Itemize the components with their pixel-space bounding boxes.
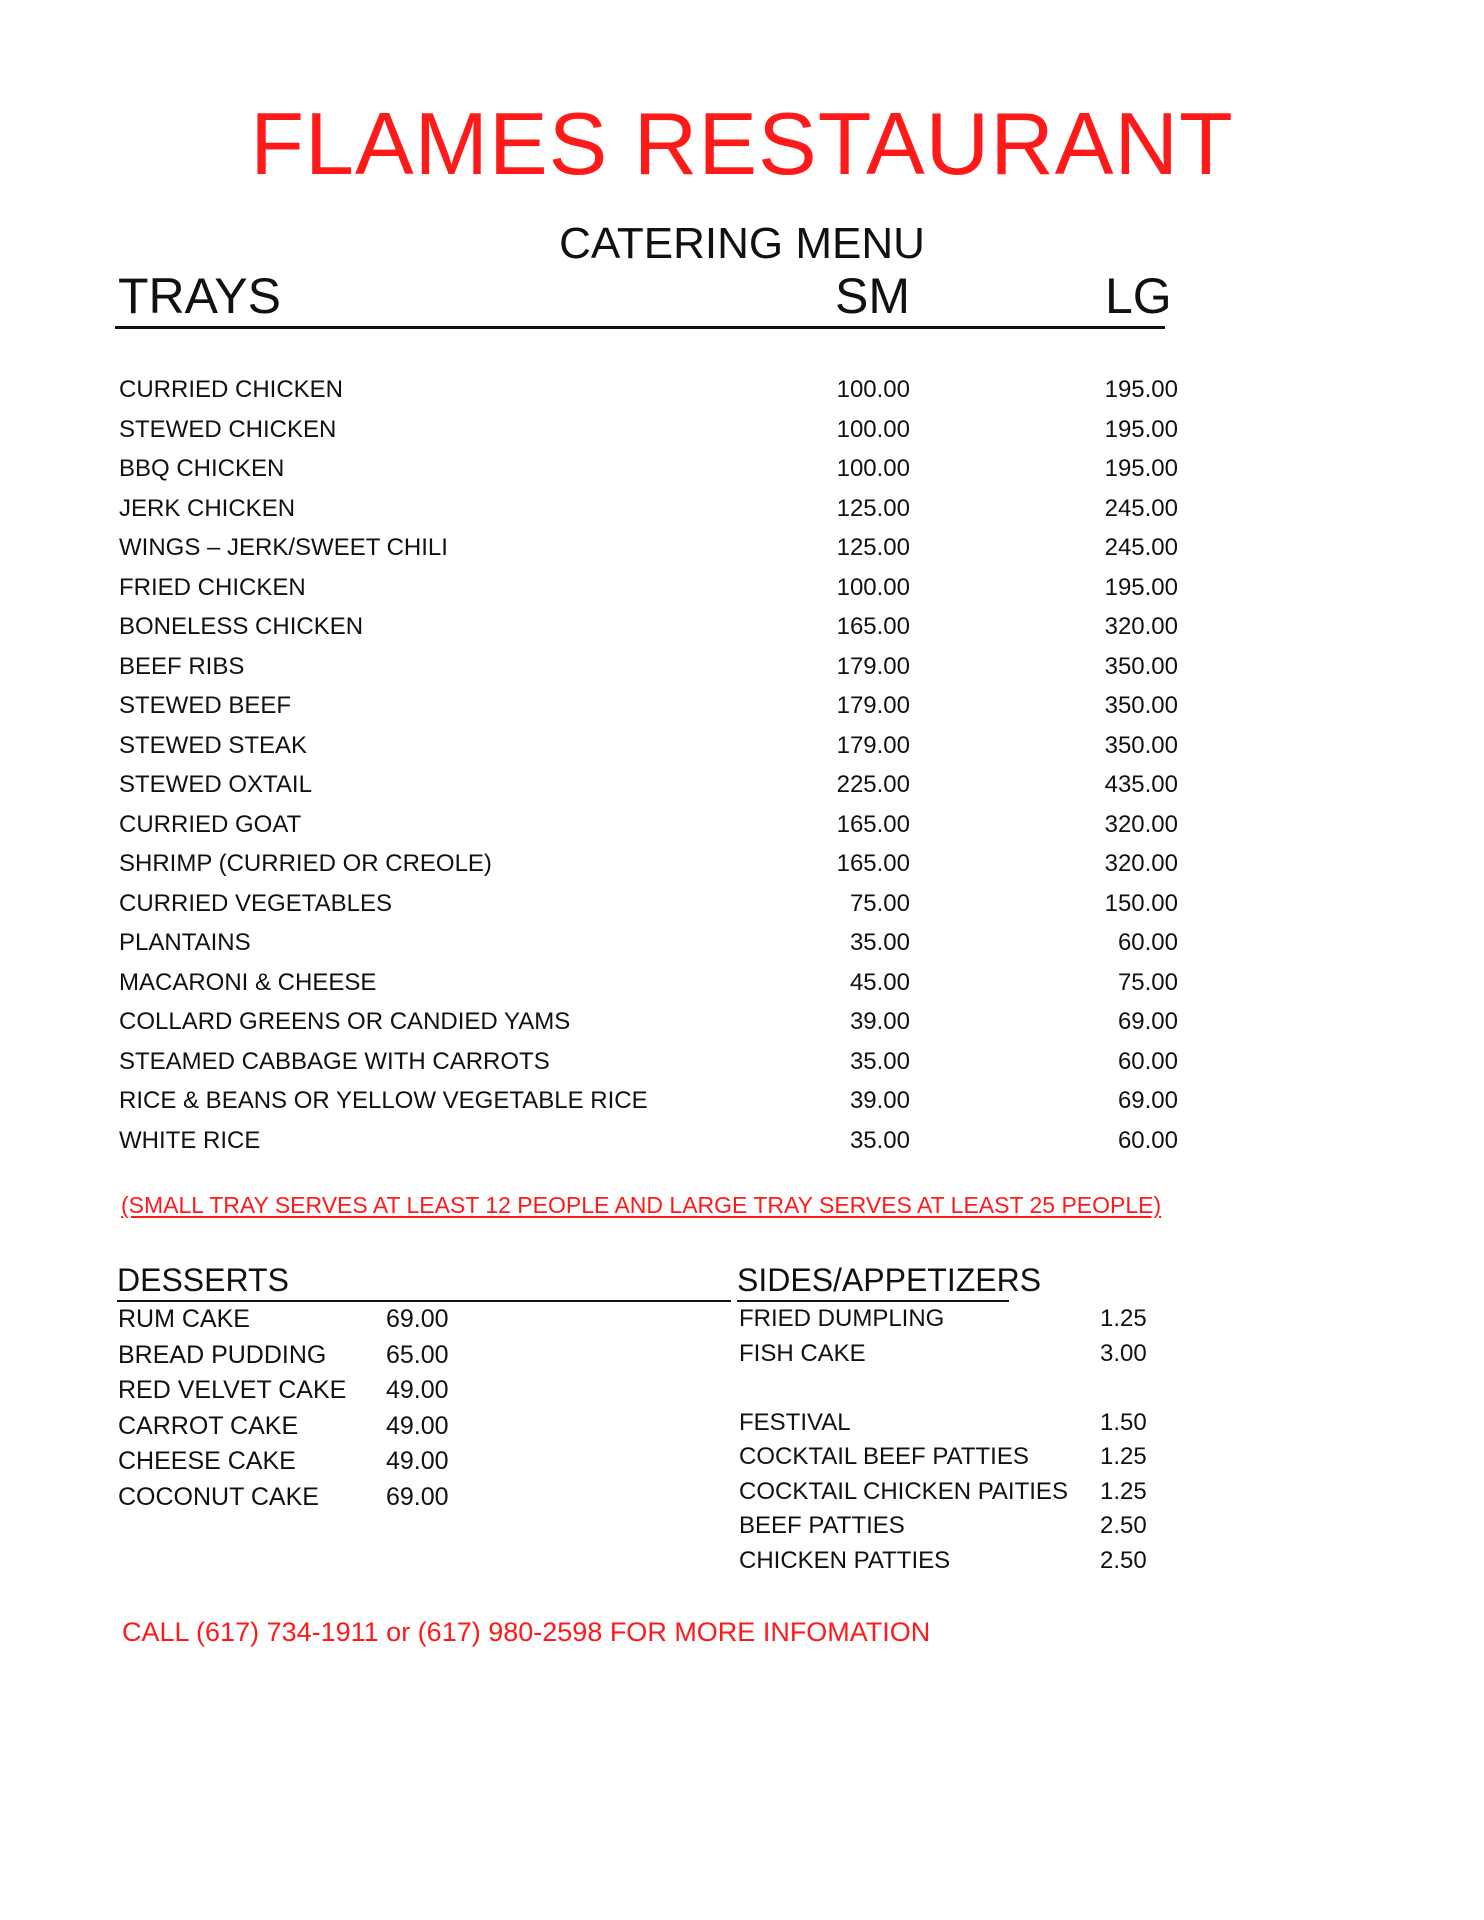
tray-price-lg: 69.00 xyxy=(1117,1008,1178,1035)
tray-name: WINGS – JERK/SWEET CHILI xyxy=(119,534,448,561)
side-price: 3.00 xyxy=(1100,1339,1147,1367)
side-row xyxy=(0,1475,1484,1510)
side-row xyxy=(0,1406,1484,1441)
tray-price-sm: 100.00 xyxy=(836,455,910,482)
side-name: COCKTAIL CHICKEN PAITIES xyxy=(739,1477,1068,1505)
side-name: BEEF PATTIES xyxy=(739,1512,905,1539)
tray-price-lg: 60.00 xyxy=(1117,1047,1178,1075)
side-name: FISH CAKE xyxy=(739,1339,866,1367)
dessert-name: COCONUT CAKE xyxy=(118,1482,319,1511)
tray-row xyxy=(0,726,1484,766)
tray-row xyxy=(0,884,1484,924)
tray-price-sm: 100.00 xyxy=(836,573,910,601)
tray-row xyxy=(0,1002,1484,1042)
tray-price-sm: 35.00 xyxy=(849,929,910,956)
tray-price-lg: 320.00 xyxy=(1104,613,1178,640)
side-price: 2.50 xyxy=(1100,1546,1147,1574)
tray-price-sm: 179.00 xyxy=(836,731,910,759)
side-row xyxy=(0,1302,1484,1337)
side-name: FESTIVAL xyxy=(739,1408,851,1436)
tray-row xyxy=(0,449,1484,489)
tray-price-lg: 195.00 xyxy=(1104,455,1178,482)
tray-price-sm: 35.00 xyxy=(849,1126,910,1154)
tray-name: CURRIED CHICKEN xyxy=(119,376,344,403)
sides-header xyxy=(737,1260,1042,1302)
tray-price-sm: 100.00 xyxy=(836,415,910,443)
tray-price-lg: 320.00 xyxy=(1104,810,1178,838)
tray-price-lg: 75.00 xyxy=(1117,968,1178,996)
desserts-header xyxy=(117,1260,731,1302)
tray-row xyxy=(0,568,1484,608)
side-row xyxy=(0,1544,1484,1579)
side-price: 1.25 xyxy=(1100,1477,1147,1505)
tray-price-sm: 100.00 xyxy=(836,376,910,403)
tray-price-sm: 125.00 xyxy=(836,494,910,522)
tray-name: COLLARD GREENS OR CANDIED YAMS xyxy=(119,1008,571,1035)
tray-row xyxy=(0,923,1484,963)
tray-name: BONELESS CHICKEN xyxy=(119,613,364,640)
side-name: CHICKEN PATTIES xyxy=(739,1546,951,1574)
trays-heading: TRAYS xyxy=(118,268,281,324)
tray-price-lg: 195.00 xyxy=(1104,573,1178,601)
contact-info: CALL (617) 734-1911 or (617) 980-2598 FOR MORE INFOMATION xyxy=(122,1617,931,1647)
dessert-name: CHEESE CAKE xyxy=(118,1447,296,1475)
tray-price-lg: 350.00 xyxy=(1104,692,1178,719)
side-price: 1.25 xyxy=(1100,1305,1147,1332)
tray-name: CURRIED VEGETABLES xyxy=(119,889,392,917)
dessert-price: 49.00 xyxy=(386,1376,449,1404)
tray-price-sm: 225.00 xyxy=(836,771,910,798)
tray-row xyxy=(0,805,1484,845)
tray-row xyxy=(0,1121,1484,1161)
tray-price-sm: 179.00 xyxy=(836,692,910,719)
tray-name: JERK CHICKEN xyxy=(119,494,296,522)
tray-row xyxy=(0,528,1484,568)
tray-row xyxy=(0,765,1484,805)
tray-name: STEAMED CABBAGE WITH CARROTS xyxy=(119,1047,550,1075)
side-name: COCKTAIL BEEF PATTIES xyxy=(739,1443,1029,1470)
tray-row xyxy=(0,607,1484,647)
tray-name: SHRIMP (CURRIED OR CREOLE) xyxy=(119,850,492,877)
restaurant-title: FLAMES RESTAURANT xyxy=(250,94,1234,193)
tray-name: RICE & BEANS OR YELLOW VEGETABLE RICE xyxy=(119,1087,648,1114)
tray-price-sm: 45.00 xyxy=(849,968,910,996)
tray-row xyxy=(0,647,1484,687)
side-row xyxy=(0,1440,1484,1475)
tray-name: WHITE RICE xyxy=(119,1126,261,1154)
dessert-name: RED VELVET CAKE xyxy=(118,1376,347,1404)
tray-price-lg: 245.00 xyxy=(1104,494,1178,522)
tray-price-sm: 35.00 xyxy=(849,1047,910,1075)
dessert-price: 65.00 xyxy=(386,1340,449,1369)
tray-price-sm: 179.00 xyxy=(836,652,910,680)
dessert-price: 49.00 xyxy=(386,1411,449,1440)
side-row xyxy=(0,1509,1484,1544)
dessert-price: 69.00 xyxy=(386,1482,449,1511)
tray-price-sm: 125.00 xyxy=(836,534,910,561)
tray-price-lg: 60.00 xyxy=(1117,929,1178,956)
tray-price-lg: 245.00 xyxy=(1104,534,1178,561)
tray-name: BBQ CHICKEN xyxy=(119,455,285,482)
desserts-heading: DESSERTS xyxy=(117,1262,289,1298)
tray-name: BEEF RIBS xyxy=(119,652,245,680)
tray-price-lg: 350.00 xyxy=(1104,731,1178,759)
trays-header xyxy=(115,268,1172,329)
col-sm-heading: SM xyxy=(835,268,910,324)
tray-price-sm: 165.00 xyxy=(836,810,910,838)
side-row xyxy=(0,1337,1484,1372)
tray-row xyxy=(0,686,1484,726)
tray-price-sm: 39.00 xyxy=(849,1087,910,1114)
tray-name: STEWED OXTAIL xyxy=(119,771,312,798)
tray-name: FRIED CHICKEN xyxy=(119,573,306,601)
dessert-name: BREAD PUDDING xyxy=(118,1340,327,1369)
dessert-name: RUM CAKE xyxy=(118,1305,250,1333)
side-price: 1.50 xyxy=(1100,1408,1147,1436)
tray-serving-note: (SMALL TRAY SERVES AT LEAST 12 PEOPLE AND LARGE TRAY SERVES AT LEAST 25 PEOPLE) xyxy=(121,1192,1162,1218)
sides-spacer xyxy=(0,1371,1484,1406)
tray-row xyxy=(0,1081,1484,1121)
sides-list xyxy=(0,1302,1484,1578)
tray-price-sm: 165.00 xyxy=(836,850,910,877)
tray-price-sm: 165.00 xyxy=(836,613,910,640)
side-name: FRIED DUMPLING xyxy=(739,1305,945,1332)
tray-row xyxy=(0,410,1484,450)
tray-row xyxy=(0,844,1484,884)
side-price: 2.50 xyxy=(1100,1512,1147,1539)
tray-name: MACARONI & CHEESE xyxy=(119,968,377,996)
tray-row xyxy=(0,1042,1484,1082)
tray-price-sm: 75.00 xyxy=(849,889,910,917)
tray-name: STEWED BEEF xyxy=(119,692,292,719)
tray-name: STEWED CHICKEN xyxy=(119,415,337,443)
menu-subtitle: CATERING MENU xyxy=(559,219,925,268)
tray-price-lg: 435.00 xyxy=(1104,771,1178,798)
side-price: 1.25 xyxy=(1100,1443,1147,1470)
dessert-name: CARROT CAKE xyxy=(118,1411,299,1440)
tray-price-lg: 69.00 xyxy=(1117,1087,1178,1114)
tray-price-sm: 39.00 xyxy=(849,1008,910,1035)
dessert-price: 69.00 xyxy=(386,1305,449,1333)
tray-price-lg: 60.00 xyxy=(1117,1126,1178,1154)
tray-name: PLANTAINS xyxy=(119,929,251,956)
col-lg-heading: LG xyxy=(1105,268,1172,324)
tray-price-lg: 320.00 xyxy=(1104,850,1178,877)
tray-price-lg: 150.00 xyxy=(1104,889,1178,917)
sides-heading: SIDES/APPETIZERS xyxy=(737,1262,1042,1298)
trays-list xyxy=(0,370,1484,1160)
tray-price-lg: 195.00 xyxy=(1104,376,1178,403)
tray-name: STEWED STEAK xyxy=(119,731,308,759)
tray-row xyxy=(0,489,1484,529)
tray-price-lg: 195.00 xyxy=(1104,415,1178,443)
tray-row xyxy=(0,963,1484,1003)
dessert-price: 49.00 xyxy=(386,1447,449,1475)
tray-name: CURRIED GOAT xyxy=(119,810,302,838)
tray-row xyxy=(0,370,1484,410)
tray-price-lg: 350.00 xyxy=(1104,652,1178,680)
